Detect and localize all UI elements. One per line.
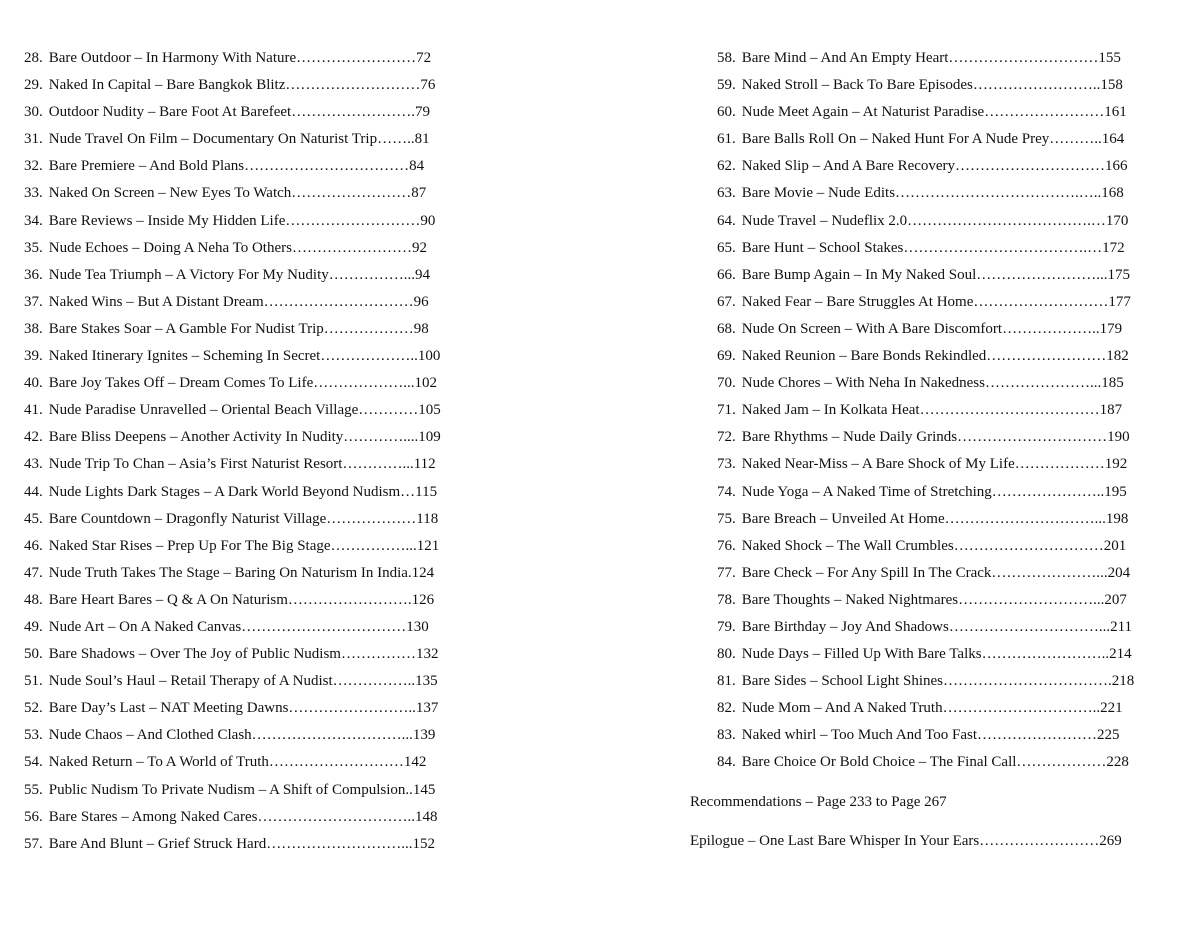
toc-entry: [24, 370, 524, 397]
toc-entry-title: Naked Wins – But A Distant Dream…………………………96: [48, 293, 429, 310]
toc-entry-number: 63.: [717, 185, 736, 202]
toc-entry-number: 31.: [24, 131, 43, 148]
toc-entry: [24, 560, 524, 587]
toc-entry: [24, 749, 524, 776]
toc-entry-title: Nude Paradise Unravelled – Oriental Beach Village…………105: [48, 402, 441, 419]
toc-entry-title: Nude On Screen – With A Bare Discomfort………………..179: [741, 320, 1123, 337]
toc-entry-number: 74.: [717, 483, 736, 500]
toc-entry-title: Nude Art – On A Naked Canvas……………………………130: [48, 618, 429, 635]
toc-entry: [24, 316, 524, 343]
toc-entry: [24, 804, 524, 831]
toc-entry-title: Bare Outdoor – In Harmony With Nature……………………72: [48, 50, 432, 66]
toc-entry-number: 59.: [717, 77, 736, 94]
toc-entry-title: Nude Tea Triumph – A Victory For My Nudity……………...94: [48, 266, 431, 283]
toc-entry: [690, 180, 1160, 207]
toc-entry-title: Nude Mom – And A Naked Truth…………………………..221: [741, 700, 1123, 717]
toc-entry-number: 50.: [24, 646, 43, 663]
toc-entry: [24, 668, 524, 695]
toc-entry-number: 79.: [717, 618, 736, 635]
toc-entry-number: 73.: [717, 456, 736, 473]
toc-entry-title: Bare Thoughts – Naked Nightmares………………………...207: [741, 591, 1127, 608]
toc-entry: [690, 668, 1160, 695]
toc-entry-title: Bare Check – For Any Spill In The Crack…………………...204: [741, 564, 1131, 581]
toc-entry-title: Naked Reunion – Bare Bonds Rekindled……………………182: [741, 348, 1129, 365]
toc-entry-number: 33.: [24, 185, 43, 202]
toc-entry-title: Naked Jam – In Kolkata Heat………………………………187: [741, 402, 1123, 419]
toc-entry: [24, 641, 524, 668]
toc-entry-number: 75.: [717, 510, 736, 527]
toc-entry: [24, 153, 524, 180]
toc-entry-title: Nude Truth Takes The Stage – Baring On Naturism In India.124: [48, 564, 435, 581]
toc-entry: [24, 695, 524, 722]
toc-entry: [24, 208, 524, 235]
toc-entry: [690, 641, 1160, 668]
toc-entry-title: Bare Joy Takes Off – Dream Comes To Life………………...102: [48, 375, 438, 392]
toc-entry-number: 32.: [24, 158, 43, 175]
toc-entry-title: Bare Rhythms – Nude Daily Grinds…………………………190: [741, 429, 1130, 446]
toc-entry-title: Nude Travel – Nudeflix 2.0……………………………….…170: [741, 212, 1129, 229]
toc-entry-number: 55.: [24, 781, 43, 798]
toc-entry: [24, 289, 524, 316]
toc-entry-title: Bare Breach – Unveiled At Home…………………………...198: [741, 510, 1129, 527]
toc-entry: [690, 235, 1160, 262]
toc-entry: [24, 506, 524, 533]
toc-entry-number: 39.: [24, 348, 43, 365]
toc-entry: [690, 424, 1160, 451]
toc-entry: [24, 45, 524, 72]
recommendations-entry: Recommendations – Page 233 to Page 267: [690, 793, 947, 810]
toc-entry-number: 70.: [717, 375, 736, 392]
toc-entry-number: 80.: [717, 646, 736, 663]
toc-entry-number: 57.: [24, 835, 43, 852]
toc-entry: [690, 614, 1160, 641]
toc-entry: [690, 533, 1160, 560]
toc-entry-number: 64.: [717, 212, 736, 229]
toc-entry-title: Naked Near-Miss – A Bare Shock of My Life………………192: [741, 456, 1128, 473]
toc-entry-title: Naked Return – To A World of Truth………………………142: [48, 754, 427, 771]
toc-entry: [24, 235, 524, 262]
toc-entry: [690, 587, 1160, 614]
toc-entry-title: Bare Shadows – Over The Joy of Public Nudism……………132: [48, 646, 439, 663]
toc-entry: [24, 397, 524, 424]
toc-entry-number: 48.: [24, 591, 43, 608]
toc-entry-number: 44.: [24, 483, 43, 500]
toc-entry-title: Bare Mind – And An Empty Heart…………………………155: [741, 50, 1121, 66]
toc-entry: [690, 695, 1160, 722]
toc-entry-number: 45.: [24, 510, 43, 527]
toc-entry-number: 51.: [24, 673, 43, 690]
toc-entry-number: 61.: [717, 131, 736, 148]
toc-entry-number: 52.: [24, 700, 43, 717]
toc-entry-title: Bare Sides – School Light Shines…………………………….218: [741, 673, 1135, 690]
toc-entry-title: Bare Choice Or Bold Choice – The Final Call………………228: [741, 754, 1129, 771]
toc-entry-title: Nude Travel On Film – Documentary On Naturist Trip……..81: [48, 131, 430, 148]
toc-entry-number: 49.: [24, 618, 43, 635]
toc-entry: [24, 722, 524, 749]
toc-entry: [690, 451, 1160, 478]
toc-entry-title: Nude Soul’s Haul – Retail Therapy of A Nudist……………..135: [48, 673, 438, 690]
toc-list-left: [24, 45, 524, 858]
toc-entry-title: Bare Hunt – School Stakes……………………………….…172: [741, 239, 1125, 256]
toc-entry-title: Bare Day’s Last – NAT Meeting Dawns……………………..137: [48, 700, 439, 717]
toc-entry: [690, 153, 1160, 180]
toc-entry-number: 42.: [24, 429, 43, 446]
toc-entry: [690, 506, 1160, 533]
toc-entry: [690, 343, 1160, 370]
toc-entry-title: Naked Itinerary Ignites – Scheming In Secret………………..100: [48, 348, 441, 365]
toc-entry: [690, 45, 1160, 72]
toc-entry: [690, 479, 1160, 506]
toc-entry-title: Naked Star Rises – Prep Up For The Big Stage……………...121: [48, 537, 440, 554]
toc-entry-title: Bare Stares – Among Naked Cares…………………………..148: [48, 808, 438, 825]
toc-entry-title: Naked Stroll – Back To Bare Episodes……………………..158: [741, 77, 1123, 94]
toc-entry-title: Naked Slip – And A Bare Recovery…………………………166: [741, 158, 1128, 175]
toc-entry: [24, 99, 524, 126]
toc-entry: [24, 126, 524, 153]
toc-entry-number: 43.: [24, 456, 43, 473]
toc-entry-number: 47.: [24, 564, 43, 581]
toc-entry-number: 62.: [717, 158, 736, 175]
toc-entry-number: 36.: [24, 266, 43, 283]
toc-entry: [24, 533, 524, 560]
toc-entry-number: 28.: [24, 50, 43, 66]
toc-entry-number: 77.: [717, 564, 736, 581]
toc-entry: [24, 614, 524, 641]
toc-entry: [24, 262, 524, 289]
toc-entry-title: Nude Yoga – A Naked Time of Stretching…………………..195: [741, 483, 1127, 500]
toc-entry: [690, 316, 1160, 343]
toc-entry: [690, 560, 1160, 587]
toc-entry: [24, 831, 524, 858]
toc-entry: [690, 72, 1160, 99]
toc-entry: [24, 451, 524, 478]
toc-entry: [690, 289, 1160, 316]
toc-entry-number: 68.: [717, 320, 736, 337]
toc-entry: [690, 99, 1160, 126]
toc-entry-number: 40.: [24, 375, 43, 392]
toc-entry-number: 29.: [24, 77, 43, 94]
toc-entry: [690, 722, 1160, 749]
toc-entry-title: Nude Meet Again – At Naturist Paradise……………………161: [741, 104, 1127, 121]
toc-entry: [690, 126, 1160, 153]
toc-entry-title: Outdoor Nudity – Bare Foot At Barefeet…………………….79: [48, 104, 430, 121]
toc-entry-title: Nude Days – Filled Up With Bare Talks……………………..214: [741, 646, 1132, 663]
toc-entry-number: 30.: [24, 104, 43, 121]
toc-entry: [690, 397, 1160, 424]
toc-entry-number: 53.: [24, 727, 43, 744]
toc-entry-number: 35.: [24, 239, 43, 256]
toc-entry-number: 67.: [717, 293, 736, 310]
toc-entry-title: Naked On Screen – New Eyes To Watch……………………87: [48, 185, 427, 202]
toc-entry-title: Bare Heart Bares – Q & A On Naturism…………………….126: [48, 591, 435, 608]
toc-entry: [690, 208, 1160, 235]
toc-entry-title: Bare Premiere – And Bold Plans……………………………84: [48, 158, 425, 175]
toc-right-column: [690, 45, 1160, 855]
toc-entry: [24, 343, 524, 370]
toc-entry-title: Naked Fear – Bare Struggles At Home………………………177: [741, 293, 1131, 310]
toc-list-right: [690, 45, 1160, 777]
toc-entry-title: Nude Lights Dark Stages – A Dark World Beyond Nudism…115: [48, 483, 438, 500]
toc-left-column: [24, 45, 524, 858]
toc-entry-number: 84.: [717, 754, 736, 771]
toc-entry: [24, 777, 524, 804]
toc-entry-title: Bare Bump Again – In My Naked Soul……………………...175: [741, 266, 1131, 283]
toc-entry-title: Public Nudism To Private Nudism – A Shift of Compulsion..145: [48, 781, 436, 798]
toc-entry: [24, 180, 524, 207]
toc-entry-number: 69.: [717, 348, 736, 365]
toc-entry-title: Bare Birthday – Joy And Shadows…………………………...211: [741, 618, 1133, 635]
toc-entry-title: Nude Trip To Chan – Asia’s First Naturist Resort…………...112: [48, 456, 436, 473]
toc-entry-title: Bare Balls Roll On – Naked Hunt For A Nude Prey………..164: [741, 131, 1125, 148]
toc-entry-number: 54.: [24, 754, 43, 771]
toc-entry-number: 58.: [717, 50, 736, 66]
toc-entry-number: 66.: [717, 266, 736, 283]
toc-entry-number: 78.: [717, 591, 736, 608]
toc-entry-number: 38.: [24, 320, 43, 337]
toc-entry-number: 34.: [24, 212, 43, 229]
toc-entry-title: Nude Echoes – Doing A Neha To Others……………………92: [48, 239, 427, 256]
toc-entry: [690, 370, 1160, 397]
toc-entry-number: 83.: [717, 727, 736, 744]
toc-entry: [690, 262, 1160, 289]
toc-entry: [24, 479, 524, 506]
toc-entry-title: Bare Bliss Deepens – Another Activity In Nudity…………....109: [48, 429, 441, 446]
toc-entry: [24, 72, 524, 99]
toc-entry: [24, 424, 524, 451]
toc-entry-title: Nude Chaos – And Clothed Clash…………………………...139: [48, 727, 436, 744]
toc-entry-title: Bare Movie – Nude Edits……………………………….…..168: [741, 185, 1124, 202]
toc-entry-number: 65.: [717, 239, 736, 256]
toc-entry-title: Bare Countdown – Dragonfly Naturist Village………………118: [48, 510, 439, 527]
toc-entry: [690, 749, 1160, 776]
toc-entry-title: Naked Shock – The Wall Crumbles…………………………201: [741, 537, 1127, 554]
toc-entry-title: Bare And Blunt – Grief Struck Hard………………………...152: [48, 835, 435, 852]
toc-entry-number: 41.: [24, 402, 43, 419]
epilogue-entry: Epilogue – One Last Bare Whisper In Your Ears……………………269: [690, 832, 1122, 849]
toc-entry-number: 76.: [717, 537, 736, 554]
toc-entry-title: Bare Stakes Soar – A Gamble For Nudist Trip………………98: [48, 320, 429, 337]
toc-entry-number: 81.: [717, 673, 736, 690]
toc-entry-title: Naked In Capital – Bare Bangkok Blitz………………………76: [48, 77, 436, 94]
toc-entry-title: Nude Chores – With Neha In Nakedness…………………...185: [741, 375, 1124, 392]
toc-entry-number: 37.: [24, 293, 43, 310]
toc-entry: [24, 587, 524, 614]
toc-entry-number: 46.: [24, 537, 43, 554]
toc-entry-number: 82.: [717, 700, 736, 717]
toc-entry-number: 72.: [717, 429, 736, 446]
toc-entry-number: 71.: [717, 402, 736, 419]
toc-entry-number: 56.: [24, 808, 43, 825]
toc-entry-number: 60.: [717, 104, 736, 121]
toc-entry-title: Bare Reviews – Inside My Hidden Life………………………90: [48, 212, 436, 229]
toc-entry-title: Naked whirl – Too Much And Too Fast……………………225: [741, 727, 1120, 744]
